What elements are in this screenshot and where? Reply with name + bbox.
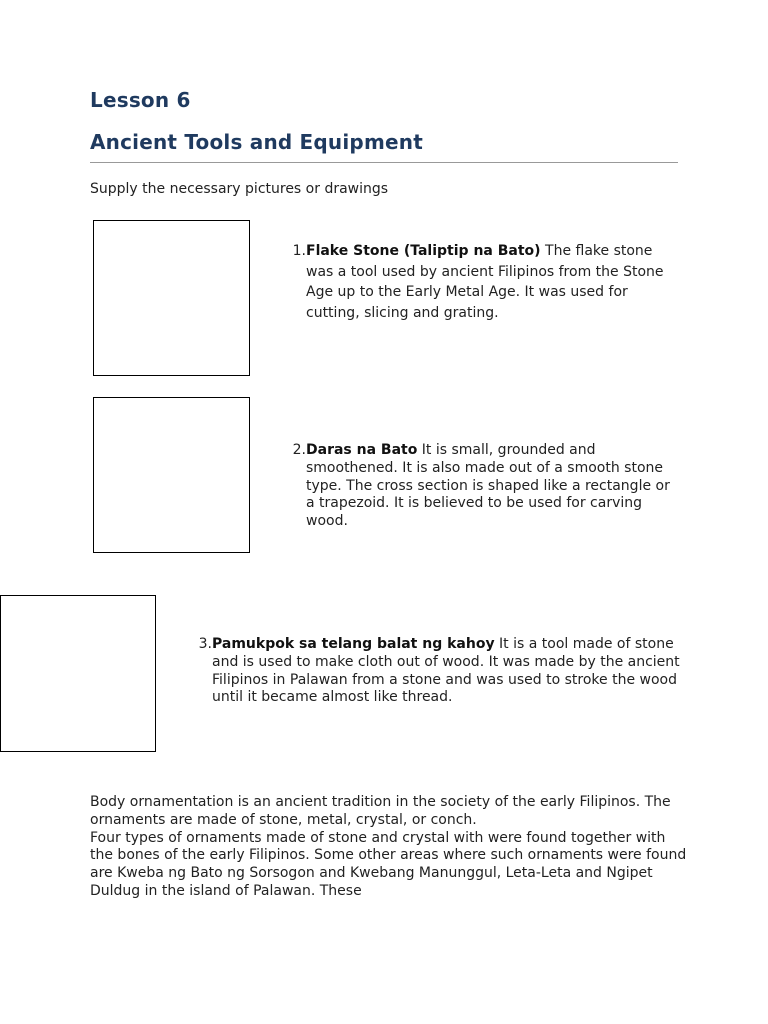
lesson-number: Lesson 6 [90, 88, 191, 112]
list-item-number: 2. [292, 442, 306, 458]
list-item-term: Daras na Bato [306, 442, 418, 458]
picture-box-flake-stone [93, 220, 250, 376]
picture-box-pamukpok [0, 595, 156, 752]
list-item-text [306, 442, 674, 531]
list-item-number: 1. [292, 243, 306, 259]
body-paragraphs [90, 794, 690, 901]
list-item-term: Pamukpok sa telang balat ng kahoy [212, 636, 495, 652]
instructions-text: Supply the necessary pictures or drawings [90, 181, 389, 197]
list-item-number: 3. [198, 636, 212, 652]
list-item-description: It is a tool made of stone and is used to make cloth out of wood. It was made by the ancient Filipinos in Palawan from a stone and was used to stroke the wood until it became almost like thread. [212, 636, 680, 706]
list-item-text [212, 636, 682, 707]
page-title: Ancient Tools and Equipment [90, 130, 423, 154]
body-paragraph-1: Body ornamentation is an ancient tradition in the society of the early Filipinos. The ornaments are made of stone, metal, crystal, or conch. [90, 794, 671, 828]
title-divider [90, 162, 678, 163]
list-item-text [306, 241, 674, 323]
list-item-description: The flake stone was a tool used by ancient Filipinos from the Stone Age up to the Early Metal Age. It was used for cutting, slicing and grating. [306, 243, 664, 321]
list-item-term: Flake Stone (Taliptip na Bato) [306, 243, 541, 259]
list-item-description: It is small, grounded and smoothened. It is also made out of a smooth stone type. The cross section is shaped like a rectangle or a trapezoid. It is believed to be used for carving wood. [306, 442, 670, 530]
body-paragraph-2: Four types of ornaments made of stone and crystal with were found together with the bones of the early Filipinos. Some other areas where such ornaments were found are Kweba ng Bato ng Sorsogon and Kwebang Manunggul, Leta-Leta and Ngipet Duldug in the island of Palawan. These [90, 829, 687, 899]
picture-box-daras-na-bato [93, 397, 250, 553]
